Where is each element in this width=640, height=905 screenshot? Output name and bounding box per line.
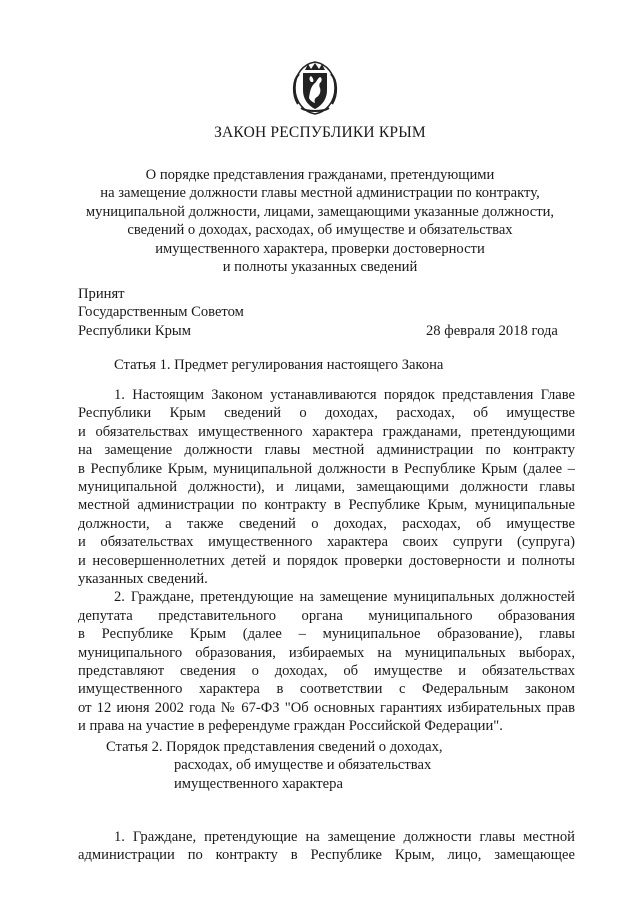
subtitle-line: имущественного характера, проверки достоверности	[155, 240, 485, 257]
adoption-block	[78, 285, 244, 340]
paragraph-line: 2. Граждане, претендующие на замещение муниципальных должностей	[114, 589, 575, 606]
subtitle-line: на замещение должности главы местной администрации по контракту,	[100, 185, 540, 202]
document-title: ЗАКОН РЕСПУБЛИКИ КРЫМ	[214, 124, 426, 141]
paragraph-line: и обязательствах имущественного характера своих супруги (супруга)	[78, 534, 575, 551]
subtitle-line: и полноты указанных сведений	[222, 259, 418, 276]
article-2-paragraph-1	[78, 828, 575, 865]
article-2-heading	[106, 738, 443, 793]
paragraph-line: администрации по контракту в Республике Крым, лицо, замещающее	[78, 847, 575, 864]
heading-line: имущественного характера	[174, 775, 343, 792]
paragraph-line: депутата представительного органа муниципального образования	[78, 607, 575, 624]
adoption-date: 28 февраля 2018 года	[426, 322, 558, 339]
heading-line: Статья 2. Порядок представления сведений о доходах,	[106, 739, 443, 755]
article-1-paragraph-1	[78, 386, 575, 588]
subtitle-line: сведений о доходах, расходах, об имуществе и обязательствах	[127, 222, 513, 239]
subtitle-line: муниципальной должности, лицами, замещающими указанные должности,	[85, 203, 555, 220]
paragraph-line: муниципальной должности), и лицами, замещающими должности главы	[78, 478, 575, 495]
adoption-line: Принят	[78, 286, 125, 302]
paragraph-line: 1. Настоящим Законом устанавливаются порядок представления Главе	[114, 387, 575, 403]
crimea-coat-of-arms-icon	[289, 60, 341, 116]
document-subtitle	[70, 166, 570, 276]
article-1-paragraph-2	[78, 588, 575, 735]
paragraph-line: 1. Граждане, претендующие на замещение должности главы местной	[114, 829, 575, 845]
paragraph-line: местной администрации по контракту в Республике Крым, муниципальные	[78, 497, 575, 514]
subtitle-line: О порядке представления гражданами, претендующими	[145, 167, 495, 183]
paragraph-line: и обязательствах имущественного характера гражданами, претендующими	[78, 423, 575, 440]
paragraph-line: и права на участие в референдуме граждан Российской Федерации".	[78, 718, 503, 735]
paragraph-line: в Республике Крым (далее – муниципальное образование), главы	[78, 626, 575, 643]
paragraph-line: на замещение должности главы местной администрации по контракту	[78, 442, 575, 459]
paragraph-line: муниципального образования, избираемых на муниципальных выборах,	[78, 644, 575, 661]
paragraph-line: представляют сведения о доходах, об имуществе и обязательствах	[78, 662, 575, 679]
paragraph-line: указанных сведений.	[78, 570, 208, 587]
heading-line: расходах, об имуществе и обязательствах	[174, 757, 432, 774]
adoption-line: Государственным Советом	[78, 304, 244, 321]
paragraph-line: имущественного характера в соответствии с Федеральным законом	[78, 681, 575, 698]
adoption-line: Республики Крым	[78, 322, 191, 339]
paragraph-line: и несовершеннолетних детей и порядок проверки достоверности и полноты	[78, 552, 575, 569]
paragraph-line: в Республике Крым, муниципальной должности в Республике Крым (далее –	[78, 460, 575, 477]
paragraph-line: от 12 июня 2002 года № 67-ФЗ "Об основных гарантиях избирательных прав	[78, 699, 575, 716]
paragraph-line: Республики Крым сведений о доходах, расходах, об имуществе	[78, 405, 575, 422]
paragraph-line: должности, а также сведений о доходах, расходах, об имуществе	[78, 515, 575, 532]
article-1-heading: Статья 1. Предмет регулирования настоящего Закона	[114, 357, 444, 373]
